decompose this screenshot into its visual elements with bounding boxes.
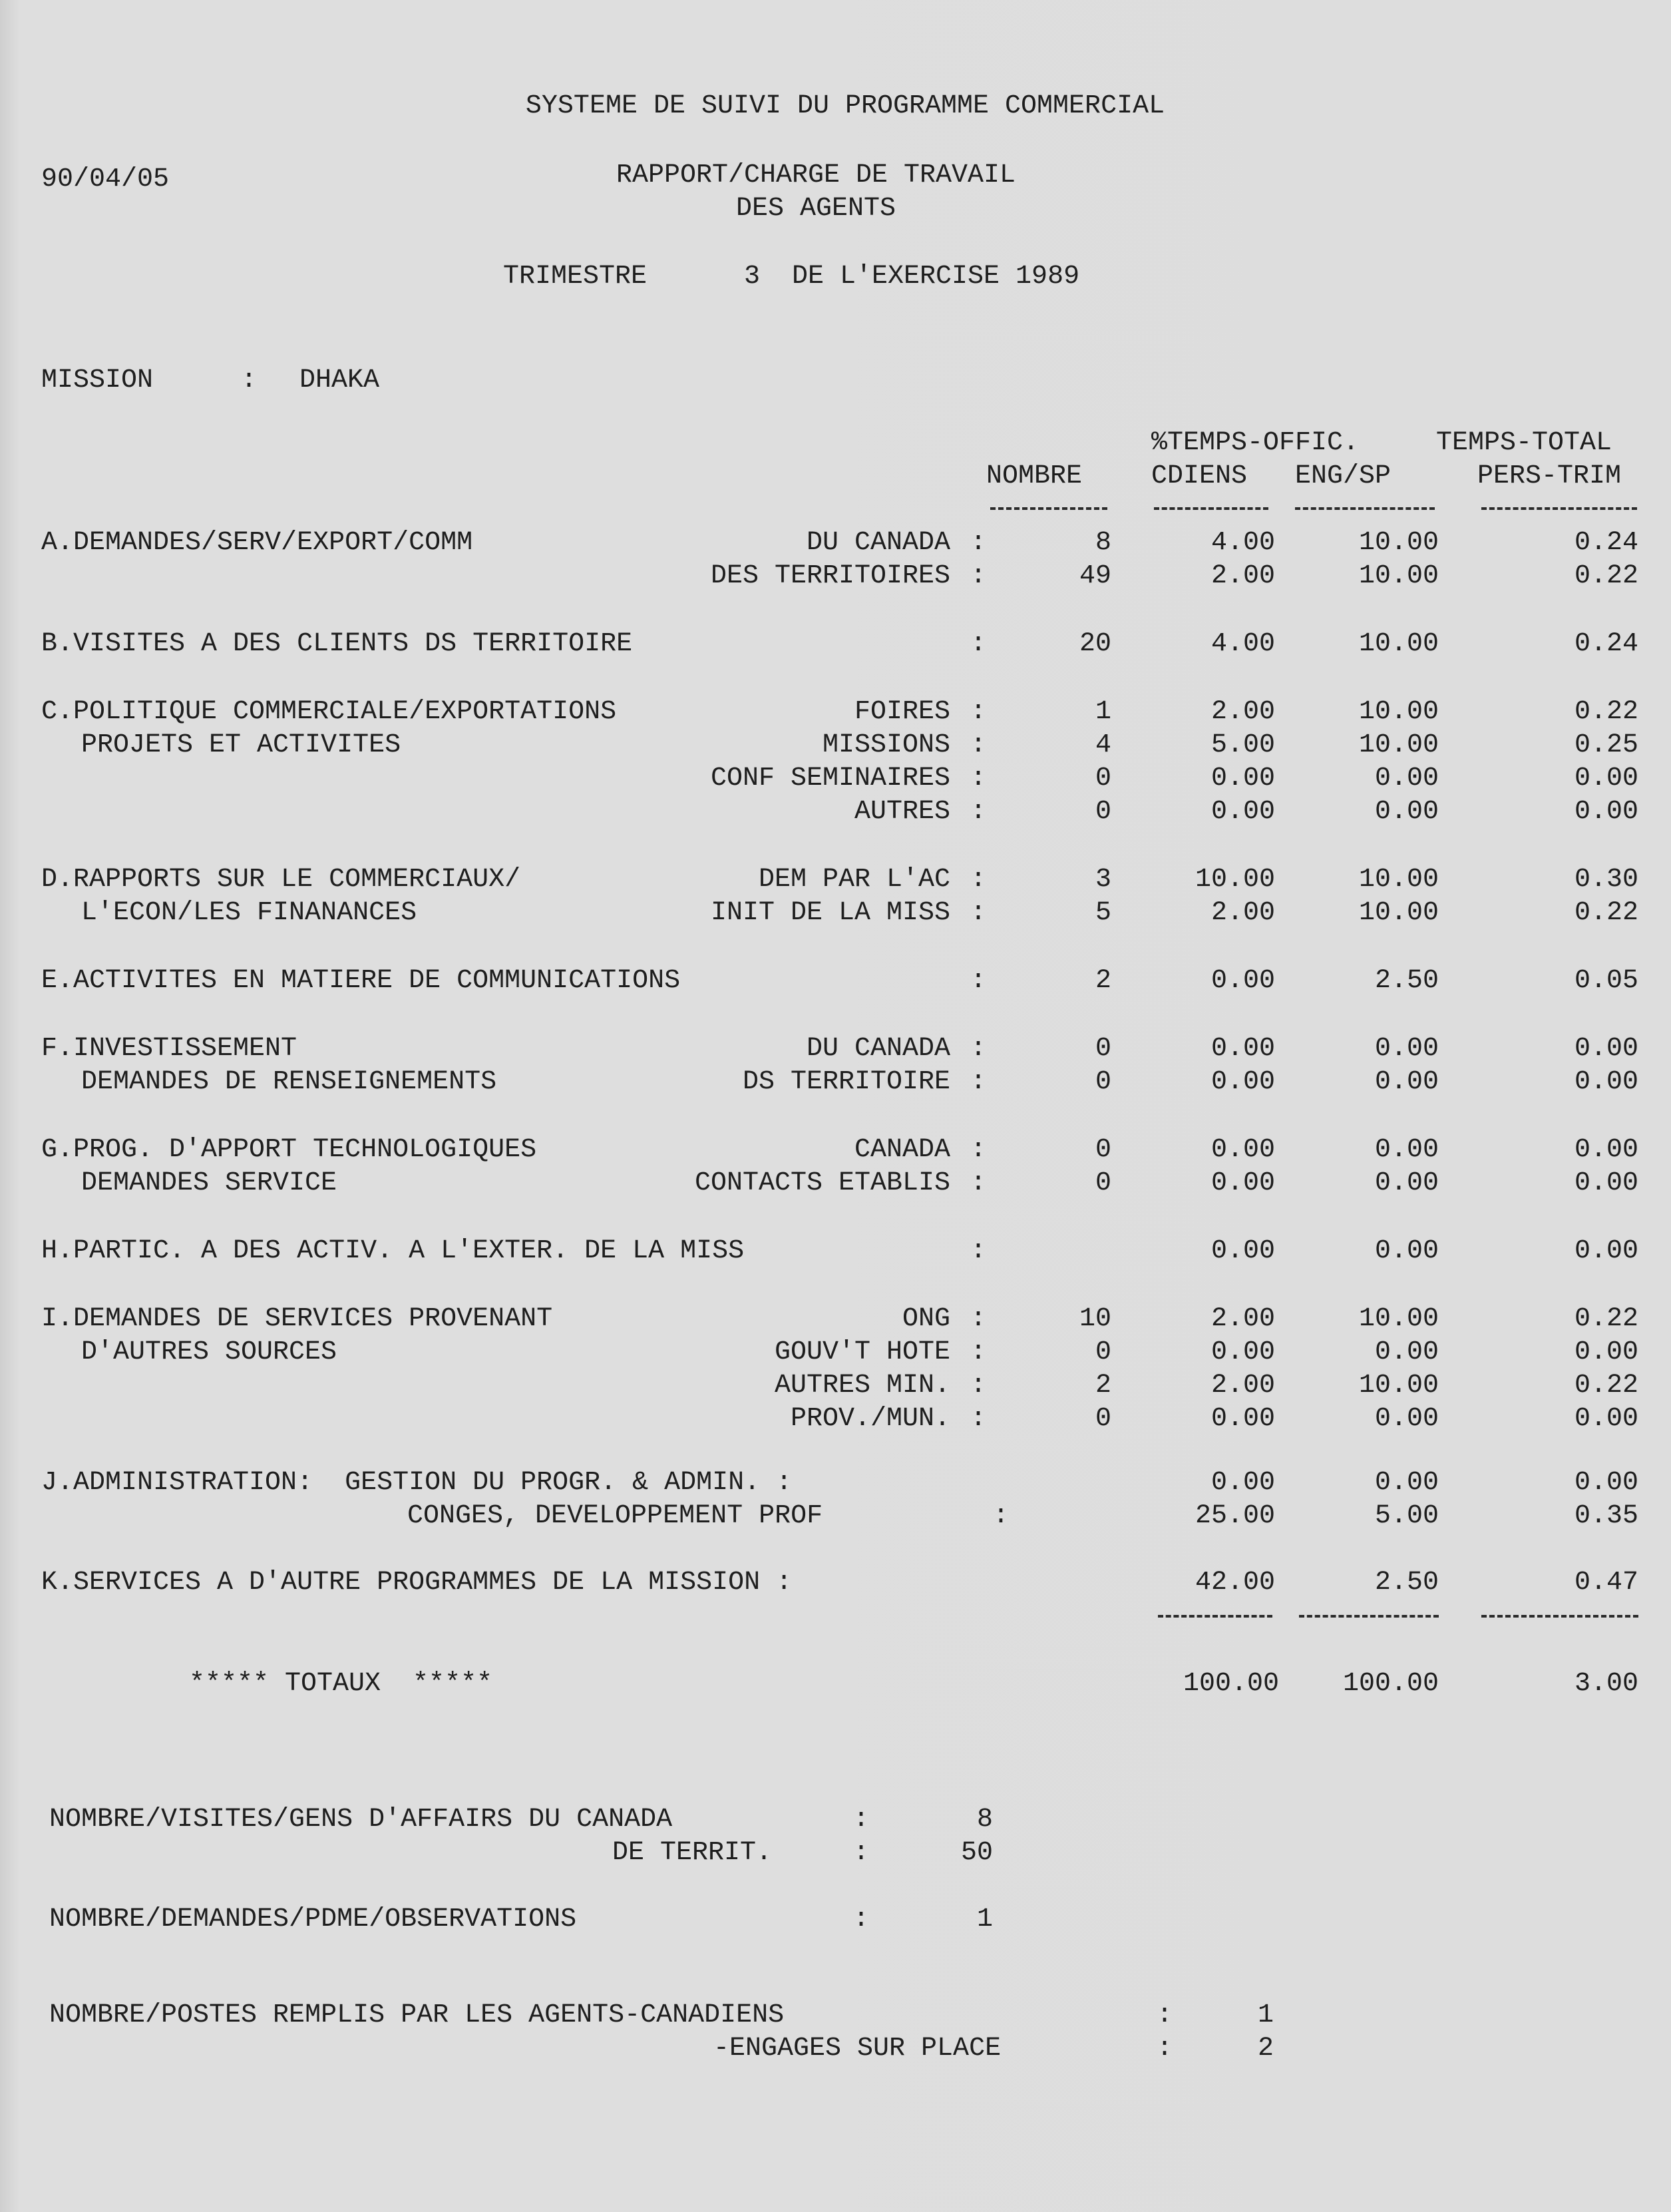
header-underline-engsp [1295,507,1435,510]
section-k-perstrim: 0.47 [1574,1568,1638,1598]
mission-label: MISSION [41,365,154,395]
section-j-line1-perstrim: 0.00 [1574,1468,1638,1498]
section-e-title: E.ACTIVITES EN MATIERE DE COMMUNICATIONS [41,966,681,996]
totals-underline-cdiens [1158,1615,1272,1618]
section-c-cdiens: 5.00 [1210,730,1275,760]
section-j-line1-engsp: 0.00 [1374,1468,1439,1498]
section-j-line2-sep: : [993,1501,1010,1531]
section-a-perstrim: 0.22 [1574,561,1638,591]
section-f-title: F.INVESTISSEMENT [41,1034,297,1064]
section-c-perstrim: 0.00 [1574,764,1638,793]
section-i-engsp: 10.00 [1358,1304,1439,1334]
section-c-perstrim: 0.25 [1574,730,1638,760]
totals-perstrim: 3.00 [1574,1669,1638,1699]
section-g-nombre: 0 [1095,1168,1111,1198]
section-f-cdiens: 0.00 [1210,1067,1275,1097]
section-c-sep: : [970,730,987,760]
section-i-sub-label: AUTRES MIN. [774,1371,950,1401]
section-c-sub-label: MISSIONS [822,730,950,760]
summary-visits-value1: 8 [976,1805,993,1835]
section-i-sub-label: ONG [902,1304,950,1334]
section-i-sep: : [970,1371,987,1401]
section-i-nombre: 2 [1095,1371,1111,1401]
section-j-line2-perstrim: 0.35 [1574,1501,1638,1531]
section-c-sub-label: CONF SEMINAIRES [710,764,950,793]
section-i-title: I.DEMANDES DE SERVICES PROVENANT [41,1304,553,1334]
section-i-cdiens: 2.00 [1210,1371,1275,1401]
section-j-line1: J.ADMINISTRATION: GESTION DU PROGR. & ADMIN. : [41,1468,793,1498]
section-f-sep: : [970,1067,987,1097]
section-d-cdiens: 2.00 [1210,898,1275,928]
section-c-title: C.POLITIQUE COMMERCIALE/EXPORTATIONS [41,697,617,727]
header-underline-cdiens [1154,507,1268,510]
section-c-nombre: 0 [1095,764,1111,793]
system-title: SYSTEME DE SUIVI DU PROGRAMME COMMERCIAL [525,91,1165,121]
section-g-title: G.PROG. D'APPORT TECHNOLOGIQUES [41,1135,537,1165]
header-underline-perstrim [1481,507,1637,510]
section-g-cdiens: 0.00 [1210,1135,1275,1165]
section-a-cdiens: 2.00 [1210,561,1275,591]
summary-posts-line2: -ENGAGES SUR PLACE [713,2034,1002,2064]
section-j-line1-cdiens: 0.00 [1210,1468,1275,1498]
section-h-engsp: 0.00 [1374,1236,1439,1266]
section-g-perstrim: 0.00 [1574,1135,1638,1165]
period-value: 3 [744,262,761,292]
section-f-sub-label: DU CANADA [806,1034,950,1064]
section-f-title2: DEMANDES DE RENSEIGNEMENTS [81,1067,497,1097]
section-g-engsp: 0.00 [1374,1135,1439,1165]
section-e-perstrim: 0.05 [1574,966,1638,996]
section-c-sub-label: AUTRES [854,797,950,827]
section-c-perstrim: 0.22 [1574,697,1638,727]
section-f-nombre: 0 [1095,1034,1111,1064]
section-e-engsp: 2.50 [1374,966,1439,996]
section-d-sub-label: INIT DE LA MISS [710,898,950,928]
section-c-sep: : [970,797,987,827]
section-d-cdiens: 10.00 [1195,865,1275,895]
section-h-cdiens: 0.00 [1210,1236,1275,1266]
mission-sep: : [241,365,258,395]
section-b-title: B.VISITES A DES CLIENTS DS TERRITOIRE [41,629,633,659]
section-f-perstrim: 0.00 [1574,1034,1638,1064]
summary-demands-value: 1 [976,1904,993,1934]
column-group-pct: %TEMPS-OFFIC. [1151,428,1360,458]
section-b-sep: : [970,629,987,659]
section-i-sep: : [970,1404,987,1434]
section-j-line2-engsp: 5.00 [1374,1501,1439,1531]
section-i-cdiens: 2.00 [1210,1304,1275,1334]
totals-cdiens: 100.00 [1183,1669,1279,1699]
section-g-sep: : [970,1168,987,1198]
section-d-sep: : [970,865,987,895]
section-c-sub-label: FOIRES [854,697,950,727]
section-i-perstrim: 0.22 [1574,1371,1638,1401]
summary-posts-sep1: : [1157,2000,1173,2030]
section-i-nombre: 0 [1095,1404,1111,1434]
section-b-nombre: 20 [1079,629,1111,659]
section-c-engsp: 10.00 [1358,730,1439,760]
section-g-engsp: 0.00 [1374,1168,1439,1198]
summary-visits-line1: NOMBRE/VISITES/GENS D'AFFAIRS DU CANADA [49,1805,673,1835]
section-c-engsp: 0.00 [1374,797,1439,827]
section-f-cdiens: 0.00 [1210,1034,1275,1064]
summary-posts-value2: 2 [1258,2034,1274,2064]
section-g-title2: DEMANDES SERVICE [81,1168,337,1198]
section-e-cdiens: 0.00 [1210,966,1275,996]
section-i-nombre: 10 [1079,1304,1111,1334]
section-a-title: A.DEMANDES/SERV/EXPORT/COMM [41,528,473,558]
section-f-sub-label: DS TERRITOIRE [742,1067,950,1097]
section-a-cdiens: 4.00 [1210,528,1275,558]
section-c-cdiens: 2.00 [1210,697,1275,727]
summary-visits-line2: DE TERRIT. [612,1838,773,1868]
section-k-engsp: 2.50 [1374,1568,1439,1598]
section-c-nombre: 1 [1095,697,1111,727]
section-i-engsp: 0.00 [1374,1337,1439,1367]
section-d-perstrim: 0.22 [1574,898,1638,928]
section-c-sep: : [970,764,987,793]
totals-underline-perstrim [1481,1615,1638,1618]
section-g-nombre: 0 [1095,1135,1111,1165]
section-c-engsp: 10.00 [1358,697,1439,727]
section-d-perstrim: 0.30 [1574,865,1638,895]
period-label: TRIMESTRE [503,262,648,292]
section-g-perstrim: 0.00 [1574,1168,1638,1198]
header-underline-nombre [990,507,1107,510]
summary-visits-value2: 50 [960,1838,993,1868]
section-g-cdiens: 0.00 [1210,1168,1275,1198]
summary-demands-line: NOMBRE/DEMANDES/PDME/OBSERVATIONS [49,1904,577,1934]
section-d-nombre: 5 [1095,898,1111,928]
section-e-nombre: 2 [1095,966,1111,996]
section-d-sub-label: DEM PAR L'AC [758,865,950,895]
section-h-perstrim: 0.00 [1574,1236,1638,1266]
section-d-sep: : [970,898,987,928]
section-c-perstrim: 0.00 [1574,797,1638,827]
section-i-engsp: 10.00 [1358,1371,1439,1401]
section-e-sep: : [970,966,987,996]
section-d-engsp: 10.00 [1358,865,1439,895]
column-engsp: ENG/SP [1295,461,1392,491]
section-i-sep: : [970,1337,987,1367]
section-j-line2-cdiens: 25.00 [1195,1501,1275,1531]
section-j-line2: CONGES, DEVELOPPEMENT PROF [407,1501,823,1531]
section-c-cdiens: 0.00 [1210,764,1275,793]
section-k-line: K.SERVICES A D'AUTRE PROGRAMMES DE LA MISSION : [41,1568,793,1598]
section-c-sep: : [970,697,987,727]
summary-posts-sep2: : [1157,2034,1173,2064]
column-group-total: TEMPS-TOTAL [1436,428,1612,458]
section-i-engsp: 0.00 [1374,1404,1439,1434]
report-date: 90/04/05 [41,164,170,194]
section-a-sub-label: DES TERRITOIRES [710,561,950,591]
section-c-engsp: 0.00 [1374,764,1439,793]
section-a-perstrim: 0.24 [1574,528,1638,558]
section-c-nombre: 0 [1095,797,1111,827]
section-a-nombre: 8 [1095,528,1111,558]
section-h-sep: : [970,1236,987,1266]
summary-posts-line1: NOMBRE/POSTES REMPLIS PAR LES AGENTS-CANADIENS [49,2000,785,2030]
section-a-nombre: 49 [1079,561,1111,591]
summary-demands-sep: : [853,1904,870,1934]
section-b-perstrim: 0.24 [1574,629,1638,659]
totals-underline-engsp [1299,1615,1439,1618]
section-g-sep: : [970,1135,987,1165]
section-i-title2: D'AUTRES SOURCES [81,1337,337,1367]
section-f-engsp: 0.00 [1374,1034,1439,1064]
section-d-engsp: 10.00 [1358,898,1439,928]
report-title-line1: RAPPORT/CHARGE DE TRAVAIL [616,160,1016,190]
section-k-cdiens: 42.00 [1195,1568,1275,1598]
section-a-sub-label: DU CANADA [806,528,950,558]
section-b-cdiens: 4.00 [1210,629,1275,659]
section-i-sub-label: PROV./MUN. [790,1404,950,1434]
section-f-perstrim: 0.00 [1574,1067,1638,1097]
section-f-sep: : [970,1034,987,1064]
section-d-title: D.RAPPORTS SUR LE COMMERCIAUX/ [41,865,521,895]
column-perstrim: PERS-TRIM [1477,461,1622,491]
totals-label: ***** TOTAUX ***** [189,1669,493,1699]
section-i-cdiens: 0.00 [1210,1404,1275,1434]
section-d-title2: L'ECON/LES FINANANCES [81,898,417,928]
section-i-cdiens: 0.00 [1210,1337,1275,1367]
section-i-perstrim: 0.00 [1574,1404,1638,1434]
summary-visits-sep1: : [853,1805,870,1835]
section-c-cdiens: 0.00 [1210,797,1275,827]
section-c-title2: PROJETS ET ACTIVITES [81,730,401,760]
section-c-nombre: 4 [1095,730,1111,760]
section-i-nombre: 0 [1095,1337,1111,1367]
section-a-sep: : [970,561,987,591]
section-a-engsp: 10.00 [1358,561,1439,591]
section-h-title: H.PARTIC. A DES ACTIV. A L'EXTER. DE LA MISS [41,1236,745,1266]
section-a-sep: : [970,528,987,558]
section-i-perstrim: 0.00 [1574,1337,1638,1367]
section-i-perstrim: 0.22 [1574,1304,1638,1334]
section-i-sub-label: GOUV'T HOTE [774,1337,950,1367]
section-f-engsp: 0.00 [1374,1067,1439,1097]
section-a-engsp: 10.00 [1358,528,1439,558]
report-title-line2: DES AGENTS [735,194,896,224]
period-suffix: DE L'EXERCISE 1989 [792,262,1080,292]
section-g-sub-label: CANADA [854,1135,950,1165]
section-f-nombre: 0 [1095,1067,1111,1097]
section-d-nombre: 3 [1095,865,1111,895]
column-cdiens: CDIENS [1151,461,1248,491]
summary-visits-sep2: : [853,1838,870,1868]
summary-posts-value1: 1 [1258,2000,1274,2030]
totals-engsp: 100.00 [1342,1669,1439,1699]
section-b-engsp: 10.00 [1358,629,1439,659]
mission-value: DHAKA [299,365,380,395]
column-nombre: NOMBRE [986,461,1083,491]
section-g-sub-label: CONTACTS ETABLIS [694,1168,950,1198]
section-i-sep: : [970,1304,987,1334]
